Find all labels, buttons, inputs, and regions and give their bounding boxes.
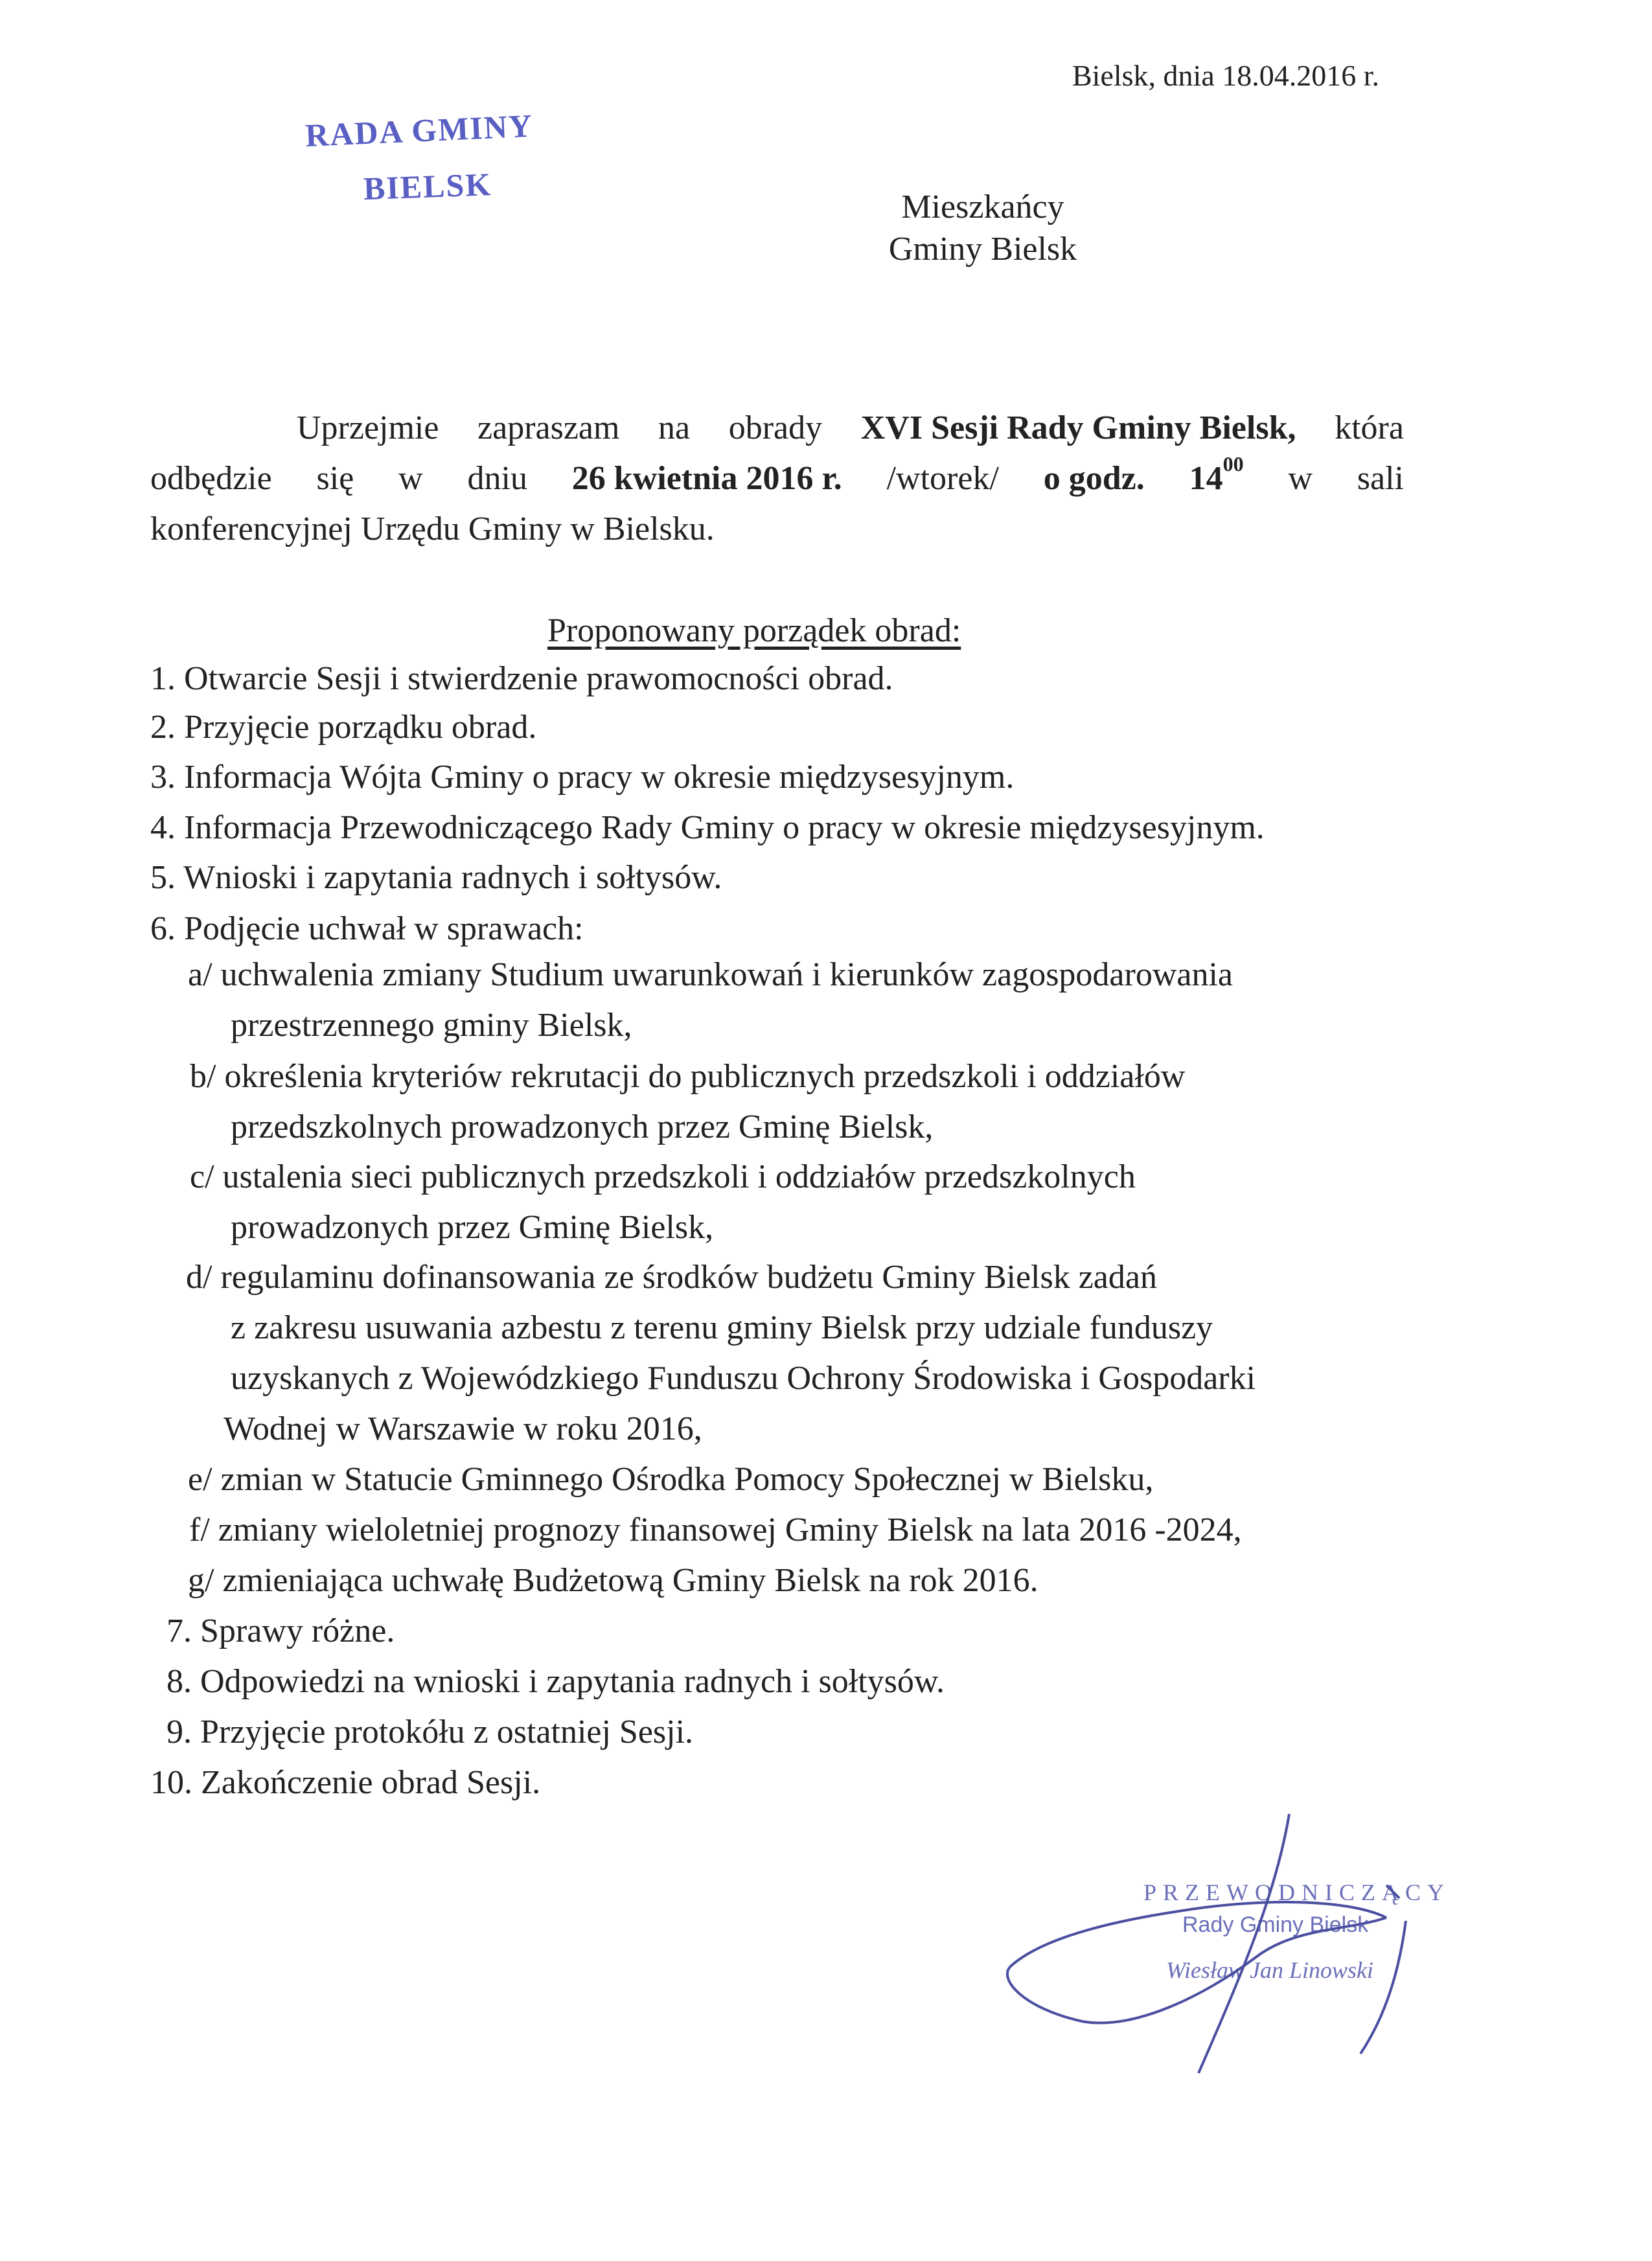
agenda-subitem-cont: prowadzonych przez Gminę Bielsk, <box>231 1209 714 1246</box>
agenda-subitem: b/ określenia kryteriów rekrutacji do publicznych przedszkoli i oddziałów <box>190 1058 1186 1095</box>
agenda-subitem: a/ uchwalenia zmiany Studium uwarunkowań i kierunków zagospodarowania <box>188 956 1233 993</box>
agenda-subitem-cont: przestrzennego gminy Bielsk, <box>231 1007 632 1044</box>
intro-paragraph <box>150 403 1404 555</box>
session-time: $14^{00}$ <box>1189 452 1244 497</box>
session-weekday: /wtorek/ <box>886 460 999 497</box>
agenda-subitem-cont: przedszkolnych prowadzonych przez Gminę Bielsk, <box>231 1108 934 1145</box>
intro-word: obrady <box>728 409 823 446</box>
intro-word: na <box>658 409 691 446</box>
agenda-item: 6. Podjęcie uchwał w sprawach: <box>150 910 584 947</box>
agenda-item: 4. Informacja Przewodniczącego Rady Gminy o pracy w okresie międzysesyjnym. <box>150 809 1265 846</box>
signature-name: Wiesław Jan Linowski <box>1166 1957 1374 1983</box>
session-name: XVI Sesji Rady Gminy Bielsk, <box>860 409 1296 446</box>
agenda-item: 3. Informacja Wójta Gminy o pracy w okresie międzysesyjnym. <box>150 759 1015 796</box>
intro-word: dniu <box>467 460 527 497</box>
time-label: o godz. <box>1043 460 1145 497</box>
agenda-item: 1. Otwarcie Sesji i stwierdzenie prawomocności obrad. <box>150 660 893 697</box>
agenda-item: 2. Przyjęcie porządku obrad. <box>150 709 537 746</box>
addressee-line-2: Gminy Bielsk <box>888 231 1077 268</box>
signature-stroke <box>1199 1814 1289 2073</box>
agenda-subitem: g/ zmieniająca uchwałę Budżetową Gminy Bielsk na rok 2016. <box>188 1562 1038 1599</box>
addressee-line-1: Mieszkańcy <box>901 189 1064 225</box>
intro-word: w <box>398 460 423 497</box>
agenda-subitem-cont: uzyskanych z Wojewódzkiego Funduszu Ochrony Środowiska i Gospodarki <box>231 1360 1256 1397</box>
intro-word: która <box>1335 409 1404 446</box>
signature-stroke <box>1007 1902 1386 2023</box>
agenda-subitem-cont: z zakresu usuwania azbestu z terenu gminy Bielsk przy udziale funduszy <box>231 1309 1213 1346</box>
session-date: 26 kwietnia 2016 r. <box>571 460 842 497</box>
intro-line-2 <box>150 453 1404 504</box>
intro-word: się <box>316 460 354 497</box>
intro-line-3: konferencyjnej Urzędu Gminy w Bielsku. <box>150 511 715 547</box>
agenda-item: 9. Przyjęcie protokółu z ostatniej Sesji. <box>166 1714 694 1750</box>
agenda-item: 10. Zakończenie obrad Sesji. <box>150 1764 541 1801</box>
signature-organization: Rady Gminy Bielsk <box>1182 1912 1369 1937</box>
agenda-subitem: e/ zmian w Statucie Gminnego Ośrodka Pomocy Społecznej w Bielsku, <box>188 1461 1154 1498</box>
intro-word: odbędzie <box>150 460 272 497</box>
signature-title: PRZEWODNICZĄCY <box>1143 1879 1451 1905</box>
stamp-line-2: BIELSK <box>363 166 493 207</box>
agenda-subitem-cont: Wodnej w Warszawie w roku 2016, <box>224 1410 702 1447</box>
agenda-subitem: f/ zmiany wieloletniej prognozy finansowej Gminy Bielsk na lata 2016 -2024, <box>189 1511 1242 1548</box>
agenda-subitem: d/ regulaminu dofinansowania ze środków budżetu Gminy Bielsk zadań <box>186 1259 1157 1296</box>
document-date: Bielsk, dnia 18.04.2016 r. <box>1072 59 1380 92</box>
intro-word: Uprzejmie <box>297 409 439 446</box>
handwritten-signature <box>985 1801 1451 2106</box>
agenda-item: 5. Wnioski i zapytania radnych i sołtysów. <box>150 859 722 896</box>
intro-line-1 <box>150 403 1404 453</box>
stamp-line-1: RADA GMINY <box>304 107 534 154</box>
intro-word: sali <box>1357 460 1404 497</box>
intro-word: w <box>1288 460 1313 497</box>
signature-stroke <box>1386 1885 1399 1898</box>
agenda-item: 8. Odpowiedzi na wnioski i zapytania radnych i sołtysów. <box>166 1663 945 1700</box>
agenda-heading: Proponowany porządek obrad: <box>547 612 961 649</box>
agenda-subitem: c/ ustalenia sieci publicznych przedszkoli i oddziałów przedszkolnych <box>190 1158 1136 1195</box>
agenda-item: 7. Sprawy różne. <box>166 1613 395 1649</box>
signature-stroke <box>1360 1921 1406 2054</box>
intro-word: zapraszam <box>477 409 620 446</box>
